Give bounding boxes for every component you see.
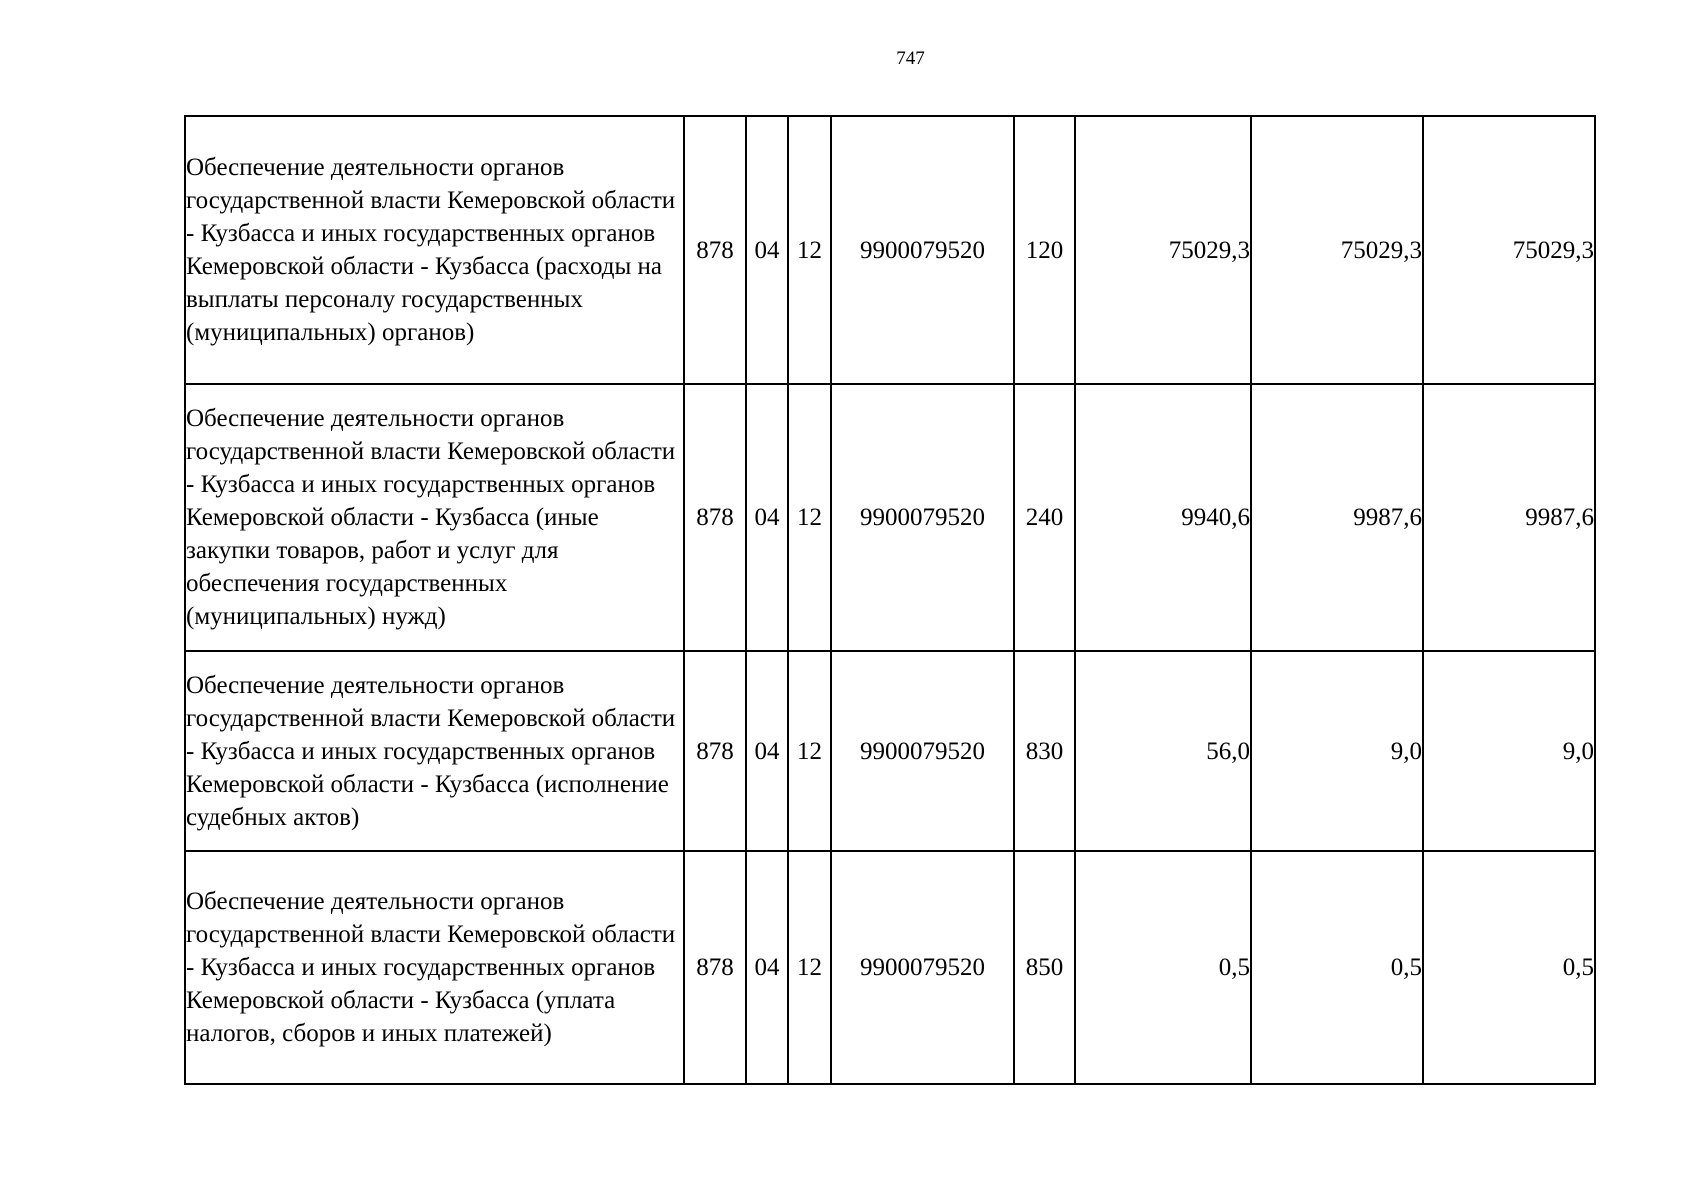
target-item-code: 9900079520 bbox=[831, 651, 1014, 851]
subsection-code: 12 bbox=[788, 651, 831, 851]
amount-year-2: 0,5 bbox=[1251, 851, 1423, 1084]
amount-year-2: 9,0 bbox=[1251, 651, 1423, 851]
ministry-code: 878 bbox=[684, 384, 746, 651]
expense-type-code: 830 bbox=[1014, 651, 1075, 851]
target-item-code: 9900079520 bbox=[831, 116, 1014, 384]
budget-table bbox=[184, 115, 1596, 1085]
subsection-code: 12 bbox=[788, 384, 831, 651]
amount-year-3: 9987,6 bbox=[1423, 384, 1595, 651]
section-code: 04 bbox=[746, 116, 788, 384]
subsection-code: 12 bbox=[788, 116, 831, 384]
target-item-code: 9900079520 bbox=[831, 851, 1014, 1084]
ministry-code: 878 bbox=[684, 851, 746, 1084]
ministry-code: 878 bbox=[684, 651, 746, 851]
amount-year-1: 75029,3 bbox=[1075, 116, 1251, 384]
amount-year-1: 56,0 bbox=[1075, 651, 1251, 851]
amount-year-3: 0,5 bbox=[1423, 851, 1595, 1084]
amount-year-1: 9940,6 bbox=[1075, 384, 1251, 651]
table-row bbox=[185, 851, 1595, 1084]
section-code: 04 bbox=[746, 651, 788, 851]
expense-description: Обеспечение деятельности органов государственной власти Кемеровской области - Кузбасса и иных государственных органов Кемеровской области - Кузбасса (уплата налогов, сборов и иных платежей) bbox=[185, 851, 684, 1084]
expense-description: Обеспечение деятельности органов государственной власти Кемеровской области - Кузбасса и иных государственных органов Кемеровской области - Кузбасса (иные закупки товаров, работ и услуг для обеспечения государственных (муниципальных) нужд) bbox=[185, 384, 684, 651]
page-number: 747 bbox=[896, 48, 925, 69]
expense-type-code: 240 bbox=[1014, 384, 1075, 651]
expense-type-code: 120 bbox=[1014, 116, 1075, 384]
target-item-code: 9900079520 bbox=[831, 384, 1014, 651]
section-code: 04 bbox=[746, 851, 788, 1084]
table-row bbox=[185, 384, 1595, 651]
expense-type-code: 850 bbox=[1014, 851, 1075, 1084]
table-row bbox=[185, 116, 1595, 384]
expense-description: Обеспечение деятельности органов государственной власти Кемеровской области - Кузбасса и иных государственных органов Кемеровской области - Кузбасса (исполнение судебных актов) bbox=[185, 651, 684, 851]
section-code: 04 bbox=[746, 384, 788, 651]
table-row bbox=[185, 651, 1595, 851]
amount-year-3: 75029,3 bbox=[1423, 116, 1595, 384]
amount-year-3: 9,0 bbox=[1423, 651, 1595, 851]
subsection-code: 12 bbox=[788, 851, 831, 1084]
amount-year-2: 9987,6 bbox=[1251, 384, 1423, 651]
amount-year-2: 75029,3 bbox=[1251, 116, 1423, 384]
ministry-code: 878 bbox=[684, 116, 746, 384]
expense-description: Обеспечение деятельности органов государственной власти Кемеровской области - Кузбасса и иных государственных органов Кемеровской области - Кузбасса (расходы на выплаты персоналу государственных (муниципальных) органов) bbox=[185, 116, 684, 384]
amount-year-1: 0,5 bbox=[1075, 851, 1251, 1084]
